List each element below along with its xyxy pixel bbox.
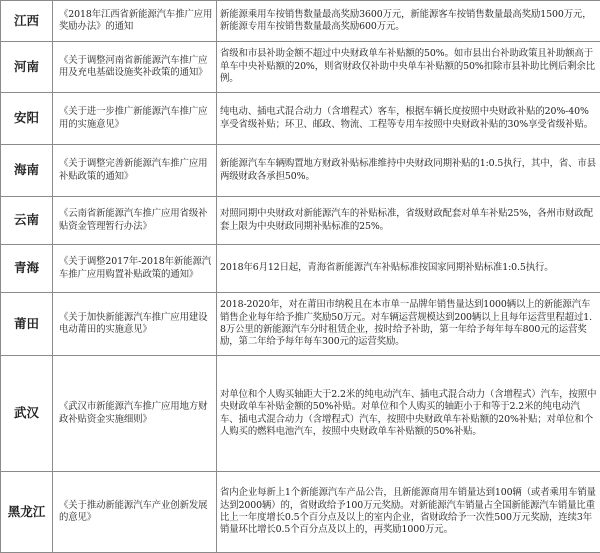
table-row — [1, 1, 600, 42]
detail-text: 纯电动、插电式混合动力（含增程式）客车，根据车辆长度按照中央财政补贴的20%-40%享受省级补贴；环卫、邮政、物流、工程等专用车按照中央财政补贴的30%享受省级补贴。 — [220, 106, 597, 131]
table-row — [1, 472, 600, 553]
region-cell: 安阳 — [1, 93, 53, 145]
region-cell: 江西 — [1, 1, 53, 42]
region-cell: 青海 — [1, 245, 53, 293]
region-cell: 河南 — [1, 42, 53, 93]
detail-cell — [217, 472, 600, 553]
region-cell: 莆田 — [1, 293, 53, 356]
policy-cell — [53, 145, 217, 197]
table-row — [1, 145, 600, 197]
policy-cell — [53, 197, 217, 245]
table-row — [1, 293, 600, 356]
policy-text: 《关于加快新能源汽车推广应用建设电动莆田的实施意见》 — [59, 312, 213, 337]
table-row — [1, 93, 600, 145]
detail-text: 对照同期中央财政对新能源汽车的补贴标准，省级财政配套对单车补贴25%，各州市财政配套上限为中央财政同期补贴标准的25%。 — [220, 208, 597, 233]
detail-text: 2018-2020年，对在莆田市纳税且在本市单一品牌年销售量达到1000辆以上的新能源汽车销售企业每年给予推广奖励50万元。对车辆运营规模达到200辆以上且每年运营里程超过1.8万公里的新能源汽车分时租赁企业，按时给予补助，第一年给予每年每车800元的运营奖励，第二年给予每年每车300元的运营奖励。 — [220, 299, 597, 349]
detail-cell — [217, 245, 600, 293]
policy-text: 《武汉市新能源汽车推广应用地方财政补贴资金实施细则》 — [59, 401, 213, 426]
policy-cell — [53, 42, 217, 93]
table-row — [1, 245, 600, 293]
detail-text: 2018年6月12日起，青海省新能源汽车补贴标准按国家同期补贴标准1:0.5执行。 — [220, 262, 597, 274]
policy-cell — [53, 1, 217, 42]
table-row — [1, 356, 600, 472]
detail-text: 对单位和个人购买轴距大于2.2米的纯电动汽车、插电式混合动力（含增程式）汽车，按照中央财政单车补贴金额的50%补贴。对单位和个人购买的轴距小于和等于2.2米的纯电动汽车、插电式混合动力（含增程式）汽车，按照中央财政单车补贴额的20%补贴；对单位和个人购买的燃料电池汽车，按照中央财政单车补贴额的50%补贴。 — [220, 389, 597, 439]
policy-text: 《关于进一步推广新能源汽车推广应用的实施意见》 — [59, 106, 213, 131]
detail-text: 省内企业每新上1个新能源汽车产品公告，且新能源商用车销量达到100辆（或者乘用车销量达到2000辆）的，省财政给予100万元奖励。对新能源汽车销量占全国新能源汽车销量比重比上一年度增长0.5个百分点及以上的室内企业，省财政给予一次性500万元奖励，连续3年销量环比增长0.5个百分点及以上的，再奖励1000万元。 — [220, 487, 597, 537]
policy-cell — [53, 356, 217, 472]
table-row — [1, 42, 600, 93]
detail-cell — [217, 356, 600, 472]
policy-cell — [53, 293, 217, 356]
policy-text: 《关于调整完善新能源汽车推广应用补贴政策的通知》 — [59, 158, 213, 183]
region-cell: 黑龙江 — [1, 472, 53, 553]
region-cell: 云南 — [1, 197, 53, 245]
detail-cell — [217, 145, 600, 197]
detail-cell — [217, 293, 600, 356]
region-cell: 武汉 — [1, 356, 53, 472]
detail-cell — [217, 42, 600, 93]
detail-cell — [217, 197, 600, 245]
detail-text: 新能源汽车车辆购置地方财政补贴标准维持中央财政同期补贴的1:0.5执行，其中，省、市县两级财政各承担50%。 — [220, 158, 597, 183]
detail-cell — [217, 1, 600, 42]
detail-text: 省级和市县补助金额不超过中央财政单车补贴额的50%。如市县出台补助政策且补助额高于单车中央补贴额的20%，则省财政仅补助中央单车补贴额的50%扣除市县补助比例后剩余比例。 — [220, 48, 597, 85]
policy-cell — [53, 472, 217, 553]
policy-text: 《关于推动新能源汽车产业创新发展的意见》 — [59, 500, 213, 525]
table-row — [1, 197, 600, 245]
policy-text: 《2018年江西省新能源汽车推广应用奖励办法》的通知 — [59, 9, 213, 34]
policy-text: 《关于调整河南省新能源汽车推广应用及充电基础设施奖补政策的通知》 — [59, 55, 213, 80]
detail-text: 新能源乘用车按销售数量最高奖励3600万元，新能源客车按销售数量最高奖励1500万元，新能源专用车按销售数量最高奖励600万元。 — [220, 9, 597, 34]
policy-cell — [53, 93, 217, 145]
policy-text: 《云南省新能源汽车推广应用省级补贴资金管理暂行办法》 — [59, 208, 213, 233]
detail-cell — [217, 93, 600, 145]
policy-cell — [53, 245, 217, 293]
region-cell: 海南 — [1, 145, 53, 197]
policy-text: 《关于调整2017年-2018年新能源汽车推广应用购置补贴政策的通知》 — [59, 256, 213, 281]
